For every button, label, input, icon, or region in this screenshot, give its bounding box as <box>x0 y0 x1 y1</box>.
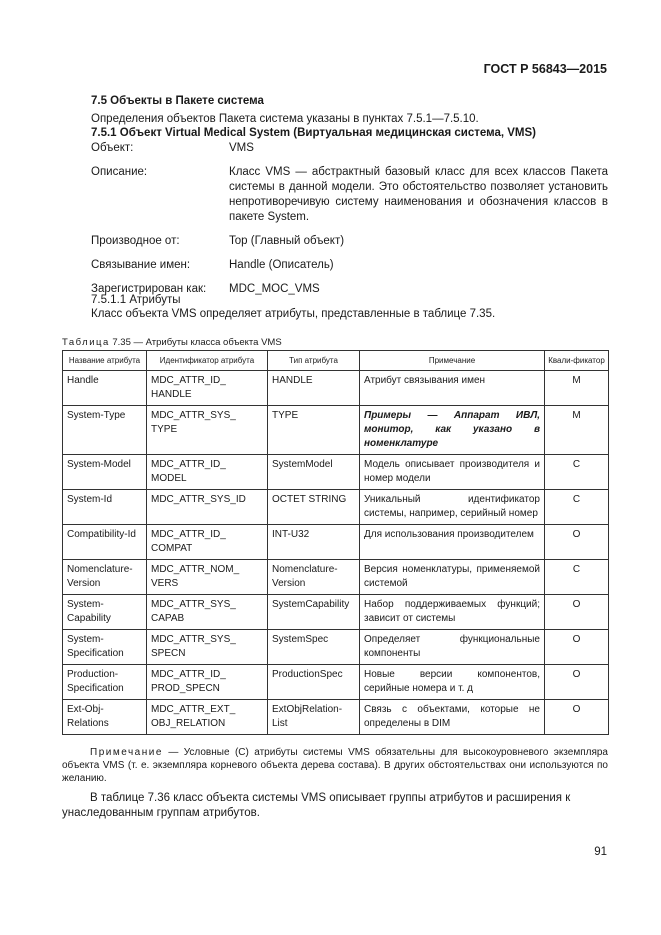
table-row <box>63 560 609 595</box>
table-row <box>63 700 609 735</box>
attributes-section <box>91 293 495 321</box>
definition-list <box>91 141 608 306</box>
definition-row <box>91 141 608 156</box>
footnote-label: Примечание <box>90 747 163 758</box>
definition-value: Handle (Описатель) <box>229 259 334 271</box>
attr-name: Nomenclature-Version <box>63 560 147 595</box>
attr-qualifier: M <box>545 371 609 406</box>
attr-type: TYPE <box>268 406 360 455</box>
attr-type: ExtObjRelation-List <box>268 700 360 735</box>
document-header: ГОСТ Р 56843—2015 <box>483 62 607 76</box>
attr-name: System-Model <box>63 455 147 490</box>
attr-id: MDC_ATTR_NOM_ VERS <box>147 560 268 595</box>
attr-name: System-Specification <box>63 630 147 665</box>
attributes-text: Класс объекта VMS определяет атрибуты, представленные в таблице 7.35. <box>91 308 496 320</box>
attr-type: HANDLE <box>268 371 360 406</box>
attr-id: MDC_ATTR_SYS_ID <box>147 490 268 525</box>
attr-id: MDC_ATTR_ID_ COMPAT <box>147 525 268 560</box>
attr-qualifier: C <box>545 490 609 525</box>
definition-label: Описание: <box>91 166 148 178</box>
attr-name: Compatibility-Id <box>63 525 147 560</box>
attr-qualifier: O <box>545 595 609 630</box>
table-caption-text: 7.35 — Атрибуты класса объекта VMS <box>109 337 282 348</box>
table-row <box>63 525 609 560</box>
attr-qualifier: C <box>545 455 609 490</box>
table-caption-prefix: Таблица <box>62 337 110 348</box>
table-row <box>63 665 609 700</box>
column-header: Примечание <box>360 351 545 371</box>
definition-value: MDC_MOC_VMS <box>229 283 320 295</box>
column-header: Квали-фикатор <box>545 351 609 371</box>
attr-note: Связь с объектами, которые не определены в DIM <box>360 700 545 735</box>
attributes-title: 7.5.1.1 Атрибуты <box>91 294 181 306</box>
attr-qualifier: O <box>545 630 609 665</box>
attr-type: SystemCapability <box>268 595 360 630</box>
attr-qualifier: O <box>545 665 609 700</box>
definition-row <box>91 165 608 225</box>
attr-name: System-Capability <box>63 595 147 630</box>
attr-note: Атрибут связывания имен <box>360 371 545 406</box>
attr-id: MDC_ATTR_ID_ PROD_SPECN <box>147 665 268 700</box>
attr-note: Уникальный идентификатор системы, например, серийный номер <box>360 490 545 525</box>
table-row <box>63 455 609 490</box>
attr-qualifier: O <box>545 700 609 735</box>
table-row <box>63 490 609 525</box>
attr-qualifier: O <box>545 525 609 560</box>
definition-label: Связывание имен: <box>91 259 191 271</box>
attr-id: MDC_ATTR_SYS_ SPECN <box>147 630 268 665</box>
section-intro <box>91 112 536 140</box>
attr-id: MDC_ATTR_ID_ MODEL <box>147 455 268 490</box>
attr-name: Handle <box>63 371 147 406</box>
definition-value: VMS <box>229 142 254 154</box>
subsection-title: 7.5.1 Объект Virtual Medical System (Виртуальная медицинская система, VMS) <box>91 127 536 139</box>
definition-label: Производное от: <box>91 235 180 247</box>
attr-name: Ext-Obj-Relations <box>63 700 147 735</box>
definition-label: Объект: <box>91 142 134 154</box>
attributes-table <box>62 350 609 735</box>
definition-value: Класс VMS — абстрактный базовый класс для всех классов Пакета системы в данной модели. Это обстоятельство позволяет установить непротиворечивую систему наименования и обозначения классов в пакете System. <box>229 166 608 223</box>
attr-note: Новые версии компонентов, серийные номера и т. д <box>360 665 545 700</box>
column-header: Название атрибута <box>63 351 147 371</box>
table-footnote <box>62 746 608 785</box>
footnote-text: — Условные (С) атрибуты системы VMS обязательны для высокоуровневого экземпляра объекта VMS (т. е. экземпляра корневого объекта дерева состава). В других обстоятельствах они используются по желанию. <box>62 747 608 784</box>
attr-type: SystemModel <box>268 455 360 490</box>
attr-type: OCTET STRING <box>268 490 360 525</box>
attr-type: ProductionSpec <box>268 665 360 700</box>
attr-id: MDC_ATTR_EXT_ OBJ_RELATION <box>147 700 268 735</box>
attr-note: Набор поддерживаемых функций; зависит от системы <box>360 595 545 630</box>
definition-row <box>91 234 608 249</box>
column-header: Тип атрибута <box>268 351 360 371</box>
attr-type: SystemSpec <box>268 630 360 665</box>
attr-type: INT-U32 <box>268 525 360 560</box>
table-row <box>63 595 609 630</box>
page-number: 91 <box>594 846 607 858</box>
definition-row <box>91 258 608 273</box>
attr-id: MDC_ATTR_ID_ HANDLE <box>147 371 268 406</box>
section-title: 7.5 Объекты в Пакете система <box>91 95 264 107</box>
attr-qualifier: M <box>545 406 609 455</box>
attr-note: Примеры — Аппарат ИВЛ, монитор, как указано в номенклатуре <box>360 406 545 455</box>
attr-id: MDC_ATTR_SYS_ CAPAB <box>147 595 268 630</box>
intro-text: Определения объектов Пакета система указаны в пунктах 7.5.1—7.5.10. <box>91 113 479 125</box>
table-row <box>63 371 609 406</box>
table-row <box>63 630 609 665</box>
definition-value: Top (Главный объект) <box>229 235 345 247</box>
definition-label: Зарегистрирован как: <box>91 283 207 295</box>
attr-id: MDC_ATTR_SYS_ TYPE <box>147 406 268 455</box>
table-header-row <box>63 351 609 371</box>
closing-paragraph: В таблице 7.36 класс объекта системы VMS описывает группы атрибутов и расширения к унаследованным группам атрибутов. <box>62 792 571 819</box>
attr-note: Версия номенклатуры, применяемой системой <box>360 560 545 595</box>
table-caption <box>62 337 282 348</box>
attr-type: Nomenclature-Version <box>268 560 360 595</box>
attr-qualifier: C <box>545 560 609 595</box>
attr-note: Для использования производителем <box>360 525 545 560</box>
column-header: Идентификатор атрибута <box>147 351 268 371</box>
attr-name: System-Id <box>63 490 147 525</box>
attr-note: Модель описывает производителя и номер модели <box>360 455 545 490</box>
attr-name: System-Type <box>63 406 147 455</box>
attr-name: Production-Specification <box>63 665 147 700</box>
attr-note: Определяет функциональные компоненты <box>360 630 545 665</box>
table-row <box>63 406 609 455</box>
